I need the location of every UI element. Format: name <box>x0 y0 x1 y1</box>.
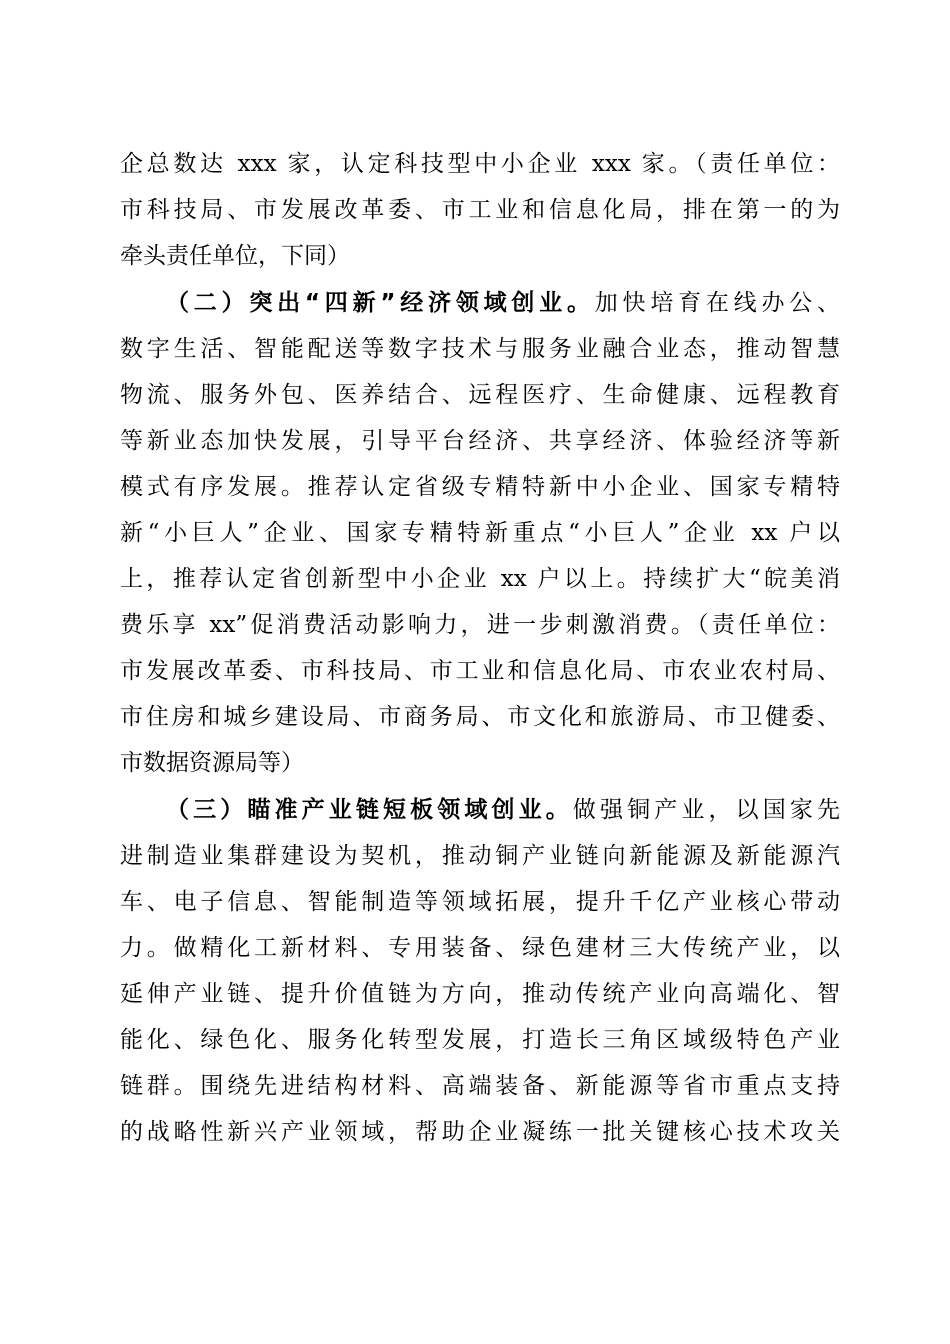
text-line: 能化、绿色化、服务化转型发展，打造长三角区域级特色产业 <box>120 1027 840 1053</box>
text-line: 数字生活、智能配送等数字技术与服务业融合业态，推动智慧 <box>120 336 840 362</box>
text-line: 等新业态加快发展，引导平台经济、共享经济、体验经济等新 <box>120 428 840 454</box>
text-line: 力。做精化工新材料、专用装备、绿色建材三大传统产业，以 <box>120 935 840 961</box>
text-line: 市科技局、市发展改革委、市工业和信息化局，排在第一的为 <box>120 197 840 223</box>
text-line: 企总数达 xxx 家，认定科技型中小企业 xxx 家。（责任单位： <box>120 151 840 177</box>
text-line: 新“小巨人”企业、国家专精特新重点“小巨人”企业 xx 户以 <box>120 520 840 546</box>
text-line: 物流、服务外包、医养结合、远程医疗、生命健康、远程教育 <box>120 382 840 408</box>
text-line: 车、电子信息、智能制造等领域拓展，提升千亿产业核心带动 <box>120 889 840 915</box>
paragraph-heading-line <box>166 787 840 833</box>
paragraph-text: 做强铜产业，以国家先 <box>572 797 840 823</box>
text-line: 上，推荐认定省创新型中小企业 xx 户以上。持续扩大“皖美消 <box>120 566 840 592</box>
paragraph-text: 加快培育在线办公、 <box>594 290 841 316</box>
text-line: 的战略性新兴产业领域，帮助企业凝练一批关键核心技术攻关 <box>120 1119 840 1145</box>
text-line: 市数据资源局等） <box>120 750 304 776</box>
text-line: 费乐享 xx”促消费活动影响力，进一步刺激消费。（责任单位： <box>120 612 840 638</box>
text-line: 进制造业集群建设为契机，推动铜产业链向新能源及新能源汽 <box>120 843 840 869</box>
text-line: 市发展改革委、市科技局、市工业和信息化局、市农业农村局、 <box>120 658 840 684</box>
text-line: 延伸产业链、提升价值链为方向，推动传统产业向高端化、智 <box>120 981 840 1007</box>
text-line: 链群。围绕先进结构材料、高端装备、新能源等省市重点支持 <box>120 1073 840 1099</box>
paragraph-heading: （三）瞄准产业链短板领域创业。 <box>166 797 573 823</box>
text-line: 市住房和城乡建设局、市商务局、市文化和旅游局、市卫健委、 <box>120 704 840 730</box>
text-line: 模式有序发展。推荐认定省级专精特新中小企业、国家专精特 <box>120 474 840 500</box>
paragraph-heading: （二）突出“四新”经济领域创业。 <box>166 290 595 316</box>
paragraph-heading-line <box>166 280 840 326</box>
text-line: 牵头责任单位，下同） <box>120 243 350 269</box>
